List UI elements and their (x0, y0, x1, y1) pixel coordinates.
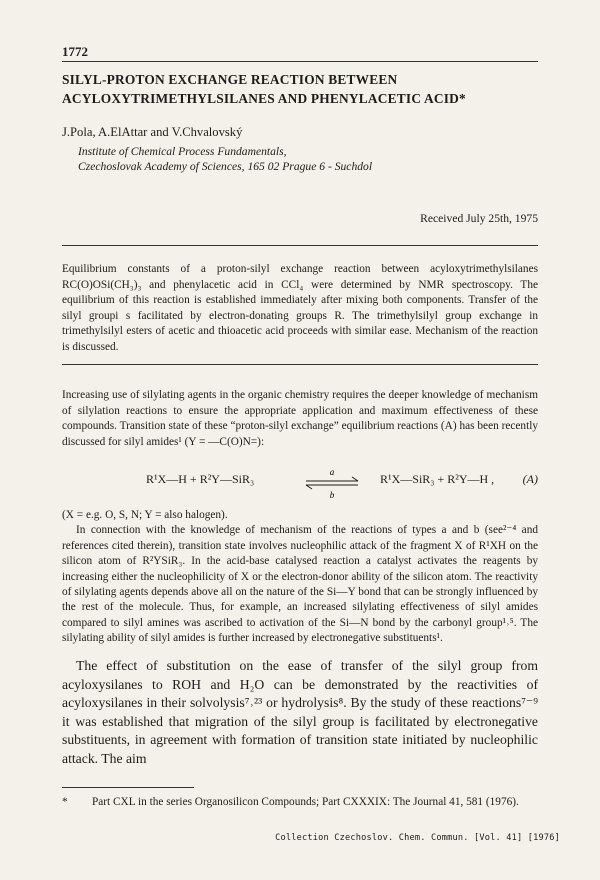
authors: J.Pola, A.ElAttar and V.Chvalovský (62, 125, 243, 139)
equation-rhs: R¹X—SiR₃ + R²Y—H , (380, 472, 495, 486)
equation-a (62, 466, 538, 506)
arrow-label-b: b (329, 490, 335, 500)
affiliation-line-2: Czechoslovak Academy of Sciences, 165 02 Prague 6 - Suchdol (78, 160, 373, 173)
body-section (62, 508, 538, 647)
title-line-1: SILYL-PROTON EXCHANGE REACTION BETWEEN (62, 72, 398, 87)
received-date: Received July 25th, 1975 (420, 212, 538, 225)
footnote-mark: * (62, 796, 68, 808)
abstract-bottom-rule (62, 364, 538, 365)
footnote-rule (62, 787, 194, 788)
abstract: Equilibrium constants of a proton-silyl exchange reaction between acyloxytrimethylsilanes RC(O)OSi(CH₃)₃ and phenylacetic acid in CCl₄ were determined by NMR spectroscopy. The equilibrium of this reaction is established immediately after mixing both components. Transfer of the silyl groupi s facilitated by electron-donating groups R. The trimethylsilyl group exchange in trimethylsilyl esters of acetic and thioacetic acid proceeds with similar ease. Mechanism of the reaction is discussed. (62, 263, 538, 353)
journal-citation: Collection Czechoslov. Chem. Commun. [Vol. 41] [1976] (275, 833, 560, 843)
equation-lhs: R¹X—H + R²Y—SiR₃ (146, 472, 255, 486)
equilibrium-arrows-icon (302, 466, 362, 500)
abstract-top-rule (62, 245, 538, 246)
footnote-text: Part CXL in the series Organosilicon Compounds; Part CXXXIX: The Journal 41, 581 (1976). (92, 796, 519, 808)
arrow-label-a: a (329, 467, 335, 477)
para-substitution-effect: The effect of substitution on the ease of transfer of the silyl group from acyloxysilanes to ROH and H₂O can be demonstrated by the reactivities of acyloxysilanes in their solvolysis⁷˒²³ or hydrolysis⁸. By the study of these reactions⁷⁻⁹ it was established that migration of the silyl group is facilitated by electronegative substituents, in agreement with formation of transition state initiated by nucleophilic attack. The aim (62, 658, 538, 766)
intro-paragraph: Increasing use of silylating agents in the organic chemistry requires the deeper knowledge of mechanism of silylation reactions to ensure the appropriate application and maximum effectiveness of these compounds. Transition state of these “proton-silyl exchange” equilibrium reactions (A) has been recently discussed for silyl amides¹ (Y = —C(O)N=): (62, 389, 538, 448)
title-line-2: ACYLOXYTRIMETHYLSILANES AND PHENYLACETIC ACID* (62, 91, 466, 106)
affiliation-line-1: Institute of Chemical Process Fundamentals, (78, 145, 287, 158)
equation-label: (A) (522, 472, 538, 486)
header-rule (62, 61, 538, 62)
para-x-definition: (X = e.g. O, S, N; Y = also halogen). (62, 509, 228, 521)
page-number: 1772 (62, 44, 88, 59)
para-connection: In connection with the knowledge of mechanism of the reactions of types a and b (see²⁻⁴ and references cited therein), transition state involves nucleophilic attack of the fragment X of R¹XH on the silicon atom of R²YSiR₃. In the acid-base catalysed reaction a catalyst activates the reagents by increasing either the nucleophilicity of X or the electron-donor ability of the silicon atom. The reactivity of silylating agents depends above all on the nature of the Si—Y bond that can be strongly influenced by the rest of the molecule. Thus, for example, an increased silylating effectiveness of silyl amides compared to silyl amines was ascribed to activation of the Si—N bond by the carbonyl group¹˒⁵. The silylating ability of silyl amides is further increased by electronegative substituents¹. (62, 524, 538, 645)
footnote (62, 795, 538, 810)
article-title (62, 70, 538, 108)
affiliation (78, 144, 372, 174)
